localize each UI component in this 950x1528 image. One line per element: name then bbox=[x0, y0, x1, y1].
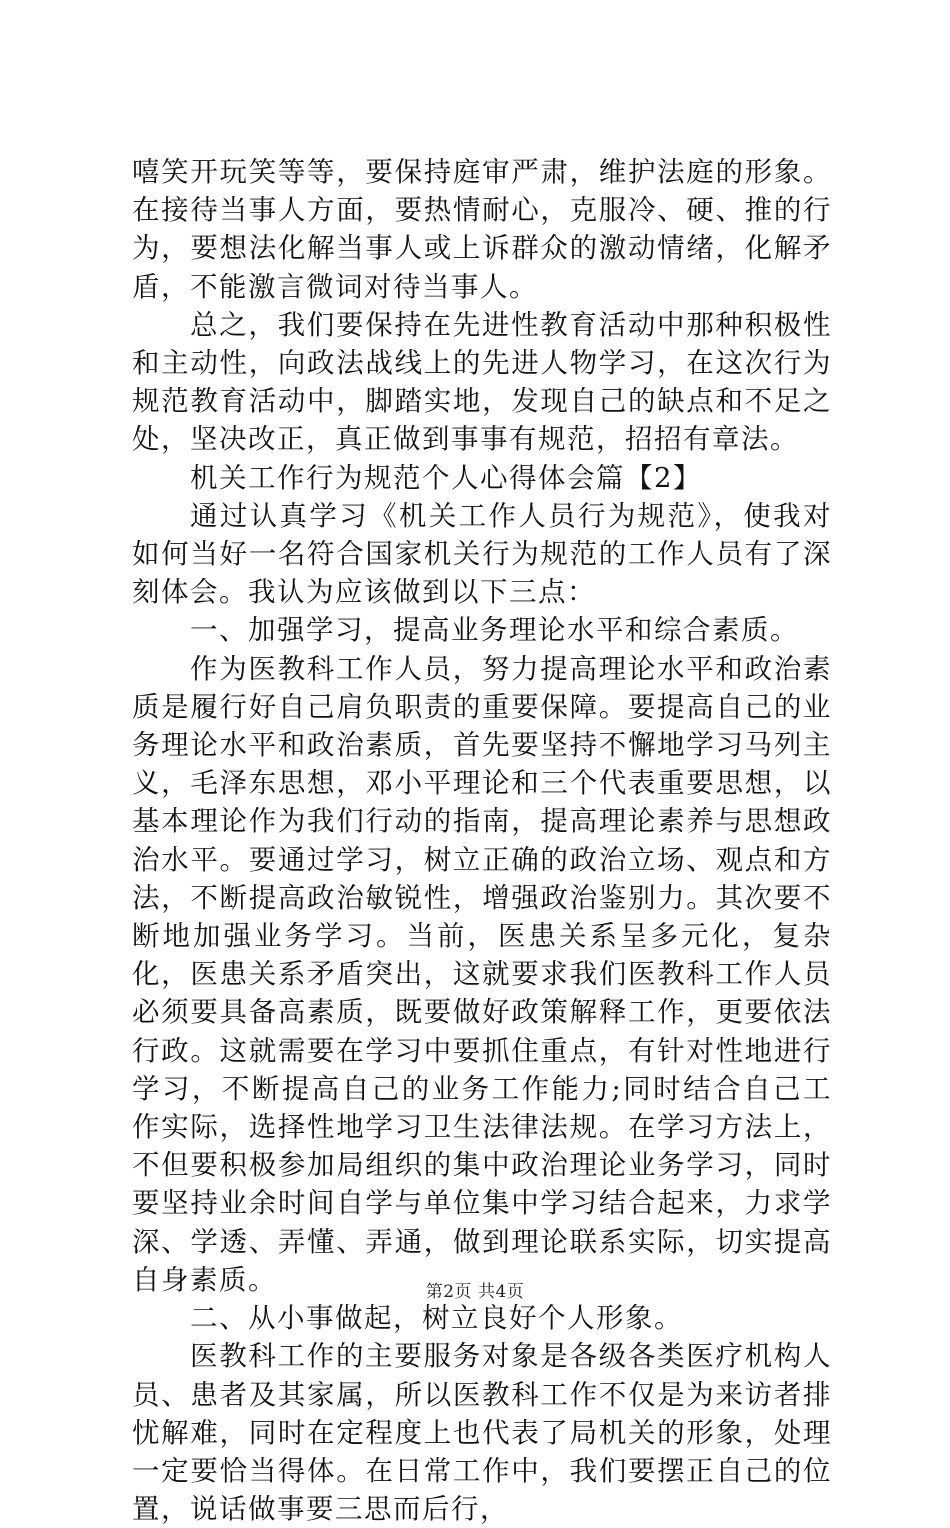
point-heading-1: 一、加强学习，提高业务理论水平和综合素质。 bbox=[190, 614, 799, 647]
paragraph-summary: 总之，我们要保持在先进性教育活动中那种积极性和主动性，向政法战线上的先进人物学习，在这次行为规范教育活动中，脚踏实地，发现自己的缺点和不足之处，坚决改正，真正做到事事有规范，招招有章法。 bbox=[132, 308, 832, 456]
document-body bbox=[132, 153, 832, 1528]
paragraph-intro: 通过认真学习《机关工作人员行为规范》，使我对如何当好一名符合国家机关行为规范的工作人员有了深刻体会。我认为应该做到以下三点： bbox=[132, 499, 832, 609]
page-number-footer: 第2页 共4页 bbox=[425, 1282, 525, 1302]
paragraph-continuation: 嘻笑开玩笑等等，要保持庭审严肃，维护法庭的形象。在接待当事人方面，要热情耐心，克服冷、硬、推的行为，要想法化解当事人或上诉群众的激动情绪，化解矛盾，不能激言微词对待当事人。 bbox=[132, 156, 832, 303]
paragraph-point-2: 医教科工作的主要服务对象是各级各类医疗机构人员、患者及其家属，所以医教科工作不仅是为来访者排忧解难，同时在定程度上也代表了局机关的形象，处理一定要恰当得体。在日常工作中，我们要摆正自己的位置，说话做事要三思而后行， bbox=[132, 1340, 832, 1526]
paragraph-point-1: 作为医教科工作人员，努力提高理论水平和政治素质是履行好自己肩负职责的重要保障。要提高自己的业务理论水平和政治素质，首先要坚持不懈地学习马列主义，毛泽东思想，邓小平理论和三个代表重要思想，以基本理论作为我们行动的指南，提高理论素养与思想政治水平。要通过学习，树立正确的政治立场、观点和方法，不断提高政治敏锐性，增强政治鉴别力。其次要不断地加强业务学习。当前，医患关系呈多元化，复杂化，医患关系矛盾突出，这就要求我们医教科工作人员必须要具备高素质，既要做好政策解释工作，更要依法行政。这就需要在学习中要抓住重点，有针对性地进行学习，不断提高自己的业务工作能力;同时结合自己工作实际，选择性地学习卫生法律法规。在学习方法上，不但要积极参加局组织的集中政治理论业务学习，同时要坚持业余时间自学与单位集中学习结合起来，力求学深、学透、弄懂、弄通，做到理论联系实际，切实提高自身素质。 bbox=[132, 652, 832, 1296]
point-heading-2: 二、从小事做起，树立良好个人形象。 bbox=[190, 1302, 683, 1335]
section-heading: 机关工作行为规范个人心得体会篇【2】 bbox=[190, 461, 702, 494]
